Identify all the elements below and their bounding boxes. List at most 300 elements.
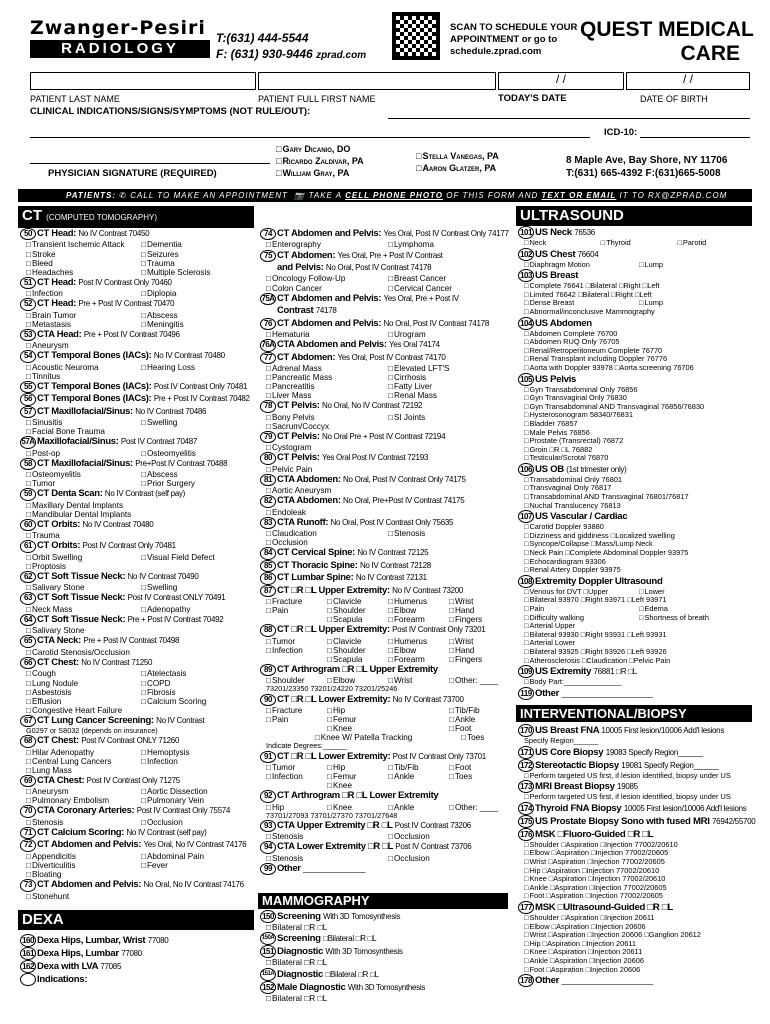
exam-number[interactable]: 79 (260, 431, 276, 443)
checkbox-option[interactable]: □ Abdomen Complete 76700 (524, 330, 754, 339)
checkbox-option[interactable]: □ Hip (327, 706, 388, 715)
checkbox-option[interactable]: □ Prior Surgery (141, 479, 256, 488)
checkbox-option[interactable]: □ Occlusion (266, 538, 510, 547)
exam-option[interactable] (518, 226, 754, 239)
checkbox-option[interactable]: □ Pancreatic Mass (266, 373, 388, 382)
exam-number[interactable]: 70 (20, 805, 36, 817)
exam-option[interactable] (260, 664, 510, 676)
exam-number[interactable]: 71 (20, 827, 36, 839)
checkbox-option[interactable]: □ Salivary Stone (26, 626, 256, 635)
exam-number[interactable]: 58 (20, 458, 36, 470)
checkbox-option[interactable]: □ Testicular/Scrotal 76870 (524, 454, 754, 463)
exam-option[interactable] (518, 815, 754, 828)
exam-number[interactable]: 94 (260, 841, 276, 853)
checkbox-option[interactable]: □ Aneurysm (26, 341, 256, 350)
exam-option[interactable] (260, 968, 510, 981)
checkbox-option[interactable]: □ Seizures (141, 250, 256, 259)
checkbox-option[interactable]: □ Bloating (26, 870, 256, 879)
checkbox-option[interactable]: □ Stenosis (26, 818, 141, 827)
exam-option[interactable] (260, 981, 510, 994)
checkbox-option[interactable]: □ Foot (449, 763, 510, 772)
exam-number[interactable]: 65 (20, 635, 36, 647)
checkbox-option[interactable]: □ Fingers (449, 615, 510, 624)
checkbox-option[interactable]: □ Hip □Aspiration □Injection 20611 (524, 940, 754, 949)
exam-number[interactable]: 150 (260, 910, 276, 923)
checkbox-option[interactable]: □ Clavicle (327, 637, 388, 646)
checkbox-option[interactable]: □ Pulmonary Embolism (26, 796, 141, 805)
checkbox-option[interactable]: □ Stenosis (388, 529, 510, 538)
exam-option[interactable] (260, 352, 510, 364)
checkbox-option[interactable]: □ Pain (266, 715, 327, 724)
checkbox-option[interactable]: □ Pulmonary Vein (141, 796, 256, 805)
exam-number[interactable]: 91 (260, 751, 276, 763)
checkbox-option[interactable]: □ Body Part:______________ (524, 678, 754, 687)
checkbox-option[interactable]: □ Dizziness and giddiness □Localized swelling (524, 532, 754, 541)
exam-number[interactable]: 151 (260, 945, 276, 958)
checkbox-option[interactable]: □ Fever (141, 861, 256, 870)
exam-option[interactable] (20, 827, 256, 839)
date-of-birth-field[interactable]: / / (626, 72, 750, 90)
exam-number[interactable]: 178 (518, 974, 534, 987)
exam-number[interactable]: 68 (20, 735, 36, 747)
checkbox-option[interactable]: □ Ankle (388, 772, 449, 781)
checkbox-option[interactable]: □ Fracture (266, 597, 327, 606)
checkbox-option[interactable]: □ Endoleak (266, 508, 510, 517)
exam-number[interactable]: 160 (20, 934, 36, 947)
checkbox-option[interactable]: □ Ankle □Aspiration □Injection 77002/20605 (524, 884, 754, 893)
checkbox-option[interactable]: □ Foot (449, 724, 510, 733)
checkbox-option[interactable]: □ Sinusitis (26, 418, 141, 427)
checkbox-option[interactable]: □ Pain (266, 606, 327, 615)
exam-number[interactable]: 83 (260, 517, 276, 529)
exam-number[interactable]: 84 (260, 547, 276, 559)
physician-signature-field[interactable] (30, 163, 270, 164)
checkbox-option[interactable]: □ Elbow (388, 606, 449, 615)
checkbox-option[interactable]: □ Echocardiogram 93306 (524, 558, 754, 567)
exam-option[interactable] (260, 585, 510, 597)
checkbox-option[interactable]: □ Renal Artery Doppler 93975 (524, 566, 754, 575)
checkbox-option[interactable]: □ Knee (327, 724, 388, 733)
exam-number[interactable]: 86 (260, 572, 276, 584)
checkbox-option[interactable]: □ Hand (449, 606, 510, 615)
checkbox-option[interactable]: □ Atelectasis (141, 669, 256, 678)
checkbox-option[interactable]: □ Abdomen RUQ Only 76705 (524, 338, 754, 347)
checkbox-option[interactable]: □ Bilateral □R □L (266, 923, 510, 932)
checkbox-option[interactable]: □ Transabdominal Only 76801 (524, 476, 754, 485)
checkbox-option[interactable]: □ Occlusion (141, 818, 256, 827)
checkbox-option[interactable]: □ Shortness of breath (639, 614, 754, 623)
checkbox-option[interactable]: □ Elbow □Aspiration □Injection 20606 (524, 923, 754, 932)
checkbox-option[interactable]: □ Enterography (266, 240, 388, 249)
checkbox-option[interactable]: □ Urogram (388, 330, 510, 339)
exam-number[interactable]: 104 (518, 317, 534, 330)
checkbox-option[interactable]: □ Infection (26, 289, 141, 298)
exam-number[interactable]: 105 (518, 373, 534, 386)
checkbox-option[interactable]: □ Renal Transplant including Doppler 76776 (524, 355, 754, 364)
exam-number[interactable]: 50 (20, 228, 36, 240)
checkbox-option[interactable]: □ Abscess (141, 470, 256, 479)
checkbox-option[interactable]: □ Knee (327, 781, 388, 790)
exam-option[interactable] (20, 571, 256, 583)
exam-option[interactable] (518, 687, 754, 700)
checkbox-option[interactable]: □ Syncope/Collapse □Mass/Lump Neck (524, 540, 754, 549)
checkbox-option[interactable]: □ Limited 76642 □Bilateral □Right □Left (524, 291, 754, 300)
exam-number[interactable]: 108 (518, 575, 534, 588)
checkbox-option[interactable]: □ Elbow (388, 646, 449, 655)
checkbox-option[interactable]: □ Fatty Liver (388, 382, 510, 391)
exam-option[interactable] (20, 381, 256, 393)
checkbox-option[interactable]: □ Other: ____ (449, 676, 510, 685)
checkbox-option[interactable]: □ Abdominal Pain (141, 852, 256, 861)
exam-number[interactable]: 175 (518, 815, 534, 828)
checkbox-option[interactable]: □ Difficulty walking (524, 614, 639, 623)
exam-number[interactable]: 62 (20, 571, 36, 583)
checkbox-option[interactable]: □ Hip (266, 803, 327, 812)
exam-number[interactable]: 75A (260, 293, 276, 305)
checkbox-option[interactable]: □ Hand (449, 646, 510, 655)
exam-number[interactable]: 55 (20, 381, 36, 393)
checkbox-option[interactable]: □ Neck (524, 239, 601, 248)
checkbox-option[interactable]: □ Visual Field Defect (141, 553, 256, 562)
checkbox-option[interactable]: □ Diplopia (141, 289, 256, 298)
checkbox-option[interactable]: □ Dense Breast (524, 299, 639, 308)
exam-number[interactable]: 54 (20, 350, 36, 362)
checkbox-option[interactable]: □ Abnormal/inconclusive Mammography (524, 308, 754, 317)
checkbox-option[interactable]: □ Elbow (327, 676, 388, 685)
exam-option[interactable] (260, 400, 510, 412)
exam-option[interactable] (20, 775, 256, 787)
exam-number[interactable]: 63 (20, 592, 36, 604)
checkbox-option[interactable]: □ Atherosclerosis □Claudication □Pelvic Pain (524, 657, 754, 666)
checkbox-option[interactable]: □ Swelling (141, 418, 256, 427)
checkbox-option[interactable]: □ Hip □Aspiration □Injection 77002/20610 (524, 867, 754, 876)
exam-number[interactable]: 151A (260, 968, 276, 981)
checkbox-option[interactable]: □ Lung Nodule (26, 679, 141, 688)
exam-option[interactable] (260, 228, 510, 240)
exam-option[interactable] (20, 934, 256, 947)
physician-option[interactable]: □ William Gray, PA (276, 167, 364, 179)
exam-number[interactable]: 64 (20, 614, 36, 626)
exam-option[interactable] (518, 746, 754, 759)
exam-number[interactable]: 150A (260, 932, 276, 945)
exam-option[interactable] (20, 298, 256, 310)
exam-option[interactable] (20, 839, 256, 851)
exam-number[interactable]: 56 (20, 393, 36, 405)
exam-option[interactable] (260, 431, 510, 443)
checkbox-option[interactable]: □ Foot □Aspiration □Injection 20606 (524, 966, 754, 975)
checkbox-option[interactable]: □ Shoulder (327, 606, 388, 615)
exam-option[interactable] (260, 751, 510, 763)
checkbox-option[interactable]: □ Shoulder (327, 646, 388, 655)
checkbox-option[interactable]: □ Pancreatitis (266, 382, 388, 391)
checkbox-option[interactable]: □ Breast Cancer (388, 274, 510, 283)
checkbox-option[interactable]: □ Perform targeted US first, if lesion identified, biopsy under US (524, 772, 754, 781)
checkbox-option[interactable]: □ Colon Cancer (266, 284, 388, 293)
exam-number[interactable]: 60 (20, 519, 36, 531)
exam-option[interactable] (20, 393, 256, 405)
exam-number[interactable]: 53 (20, 329, 36, 341)
checkbox-option[interactable]: □ Multiple Sclerosis (141, 268, 256, 277)
checkbox-option[interactable]: □ Edema (639, 605, 754, 614)
checkbox-option[interactable]: □ Nuchal Translucency 76813 (524, 502, 754, 511)
exam-number[interactable]: 80 (260, 452, 276, 464)
checkbox-option[interactable]: □ Central Lung Cancers (26, 757, 141, 766)
exam-option[interactable] (518, 974, 754, 987)
checkbox-option[interactable]: □ Adrenal Mass (266, 364, 388, 373)
exam-option[interactable] (260, 560, 510, 572)
physician-option[interactable]: □ Stella Vanegas, PA (416, 150, 499, 162)
checkbox-option[interactable]: □ Hip (327, 763, 388, 772)
exam-option[interactable] (20, 228, 256, 240)
checkbox-option[interactable]: □ Parotid (677, 239, 754, 248)
exam-option[interactable] (518, 575, 754, 588)
checkbox-option[interactable]: □ Salivary Stone (26, 583, 141, 592)
checkbox-option[interactable]: □ Aortic Dissection (141, 787, 256, 796)
checkbox-option[interactable]: □ Transabdominal AND Transvaginal 76801/76817 (524, 493, 754, 502)
exam-number[interactable] (20, 973, 36, 986)
checkbox-option[interactable]: □ Occlusion (388, 854, 510, 863)
checkbox-option[interactable]: □ Tumor (26, 479, 141, 488)
checkbox-option[interactable]: □ Cirrhosis (388, 373, 510, 382)
checkbox-option[interactable]: □ Knee W/ Patella Tracking (315, 733, 413, 742)
checkbox-option[interactable]: □ Dementia (141, 240, 256, 249)
checkbox-option[interactable]: □ Fibrosis (141, 688, 256, 697)
checkbox-option[interactable]: □ Infection (141, 757, 256, 766)
checkbox-option[interactable]: □ Asbestosis (26, 688, 141, 697)
checkbox-option[interactable]: □ Humerus (388, 597, 449, 606)
checkbox-option[interactable]: □ Thyroid (601, 239, 678, 248)
checkbox-option[interactable]: □ Tib/Fib (388, 763, 449, 772)
exam-number[interactable]: 103 (518, 269, 534, 282)
checkbox-option[interactable]: □ Gyn Transabdominal Only 76856 (524, 386, 754, 395)
exam-number[interactable]: 174 (518, 802, 534, 815)
exam-option[interactable] (260, 841, 510, 853)
checkbox-option[interactable]: □ Wrist (449, 637, 510, 646)
exam-option[interactable] (20, 657, 256, 669)
checkbox-option[interactable]: □ Liver Mass (266, 391, 388, 400)
physician-option[interactable]: □ Gary Dicanio, DO (276, 143, 364, 155)
exam-option[interactable] (260, 572, 510, 584)
checkbox-option[interactable]: □ Prostate (Transrectal) 76872 (524, 437, 754, 446)
exam-number[interactable]: 73 (20, 879, 36, 891)
checkbox-option[interactable]: □ Tumor (266, 763, 327, 772)
checkbox-option[interactable]: □ SI Joints (388, 413, 510, 422)
checkbox-option[interactable]: □ Calcium Scoring (141, 697, 256, 706)
checkbox-option[interactable]: □ Aortic Aneurysm (266, 486, 510, 495)
exam-option[interactable] (260, 932, 510, 945)
exam-number[interactable]: 52 (20, 298, 36, 310)
exam-number[interactable]: 78 (260, 400, 276, 412)
checkbox-option[interactable]: □ Knee □Aspiration □Injection 77002/20610 (524, 875, 754, 884)
exam-option[interactable] (20, 879, 256, 891)
exam-number[interactable]: 77 (260, 352, 276, 364)
exam-option[interactable] (20, 519, 256, 531)
exam-option[interactable] (518, 901, 754, 914)
checkbox-option[interactable]: □ Fracture (266, 706, 327, 715)
checkbox-option[interactable]: □ Carotid Doppler 93880 (524, 523, 754, 532)
exam-option[interactable] (20, 947, 256, 960)
checkbox-option[interactable]: □ Hilar Adenopathy (26, 748, 141, 757)
exam-option[interactable] (20, 735, 256, 747)
patient-last-name-field[interactable] (30, 72, 256, 90)
icd-field[interactable] (640, 137, 750, 138)
checkbox-option[interactable]: □ Elbow □Aspiration □Injection 77002/20605 (524, 849, 754, 858)
checkbox-option[interactable]: □ Metastasis (26, 320, 141, 329)
checkbox-option[interactable]: □ Meningitis (141, 320, 256, 329)
checkbox-option[interactable]: □ Elevated LFT'S (388, 364, 510, 373)
checkbox-option[interactable]: □ Femur (327, 772, 388, 781)
exam-number[interactable]: 57A (20, 436, 36, 448)
checkbox-option[interactable]: □ Trauma (26, 531, 256, 540)
checkbox-option[interactable]: □ Bleed (26, 259, 141, 268)
checkbox-option[interactable]: □ Acoustic Neuroma (26, 363, 141, 372)
exam-option[interactable] (518, 759, 754, 772)
checkbox-option[interactable]: □ Congestive Heart Failure (26, 706, 256, 715)
exam-option[interactable] (518, 248, 754, 261)
clinical-indications-line[interactable] (388, 118, 750, 119)
checkbox-option[interactable]: □ Knee (327, 803, 388, 812)
checkbox-option[interactable]: □ Sacrum/Coccyx (266, 422, 510, 431)
exam-option[interactable] (260, 452, 510, 464)
checkbox-option[interactable]: □ Mandibular Dental Implants (26, 510, 256, 519)
exam-option[interactable] (260, 250, 510, 262)
exam-number[interactable]: 92 (260, 790, 276, 802)
checkbox-option[interactable]: □ Male Pelvis 76856 (524, 429, 754, 438)
physician-option[interactable]: □ Ricardo Zaldivar, PA (276, 155, 364, 167)
checkbox-option[interactable]: □ Toes (449, 772, 510, 781)
checkbox-option[interactable]: □ Ankle (449, 715, 510, 724)
checkbox-option[interactable]: □ Neck Mass (26, 605, 141, 614)
checkbox-option[interactable]: □ Scapula (327, 655, 388, 664)
exam-option[interactable] (260, 694, 510, 706)
checkbox-option[interactable]: □ Perform targeted US first, if lesion identified, biopsy under US (524, 793, 754, 802)
exam-number[interactable]: 72 (20, 839, 36, 851)
checkbox-option[interactable]: □ Hemoptysis (141, 748, 256, 757)
checkbox-option[interactable]: □ Facial Bone Trauma (26, 427, 256, 436)
checkbox-option[interactable]: □ Scapula (327, 615, 388, 624)
exam-option[interactable] (20, 614, 256, 626)
checkbox-option[interactable]: □ Groin □R □L 76882 (524, 446, 754, 455)
checkbox-option[interactable]: □ Clavicle (327, 597, 388, 606)
checkbox-option[interactable]: □ Other: ____ (449, 803, 510, 812)
exam-option[interactable] (260, 495, 510, 507)
exam-number[interactable]: 99 (260, 863, 276, 875)
checkbox-option[interactable]: □ Pain (524, 605, 639, 614)
checkbox-option[interactable]: □ Tumor (266, 637, 327, 646)
exam-option[interactable] (518, 317, 754, 330)
exam-number[interactable]: 76 (260, 318, 276, 330)
checkbox-option[interactable]: □ Stenosis (266, 832, 388, 841)
checkbox-option[interactable]: □ Swelling (141, 583, 256, 592)
checkbox-option[interactable]: □ Diaphragm Motion (524, 261, 639, 270)
checkbox-option[interactable]: □ Lower (639, 588, 754, 597)
checkbox-option[interactable]: □ Gyn Transvaginal Only 76830 (524, 394, 754, 403)
exam-number[interactable]: 173 (518, 780, 534, 793)
checkbox-option[interactable]: □ Stonehunt (26, 892, 256, 901)
checkbox-option[interactable]: □ Venous for DVT □Upper (524, 588, 639, 597)
checkbox-option[interactable]: □ Aorta with Doppler 93978 □Aorta screening 76706 (524, 364, 754, 373)
exam-option[interactable] (260, 474, 510, 486)
checkbox-option[interactable]: □ Oncology Follow-Up (266, 274, 388, 283)
checkbox-option[interactable]: □ Headaches (26, 268, 141, 277)
exam-number[interactable]: 75 (260, 250, 276, 262)
checkbox-option[interactable]: □ Humerus (388, 637, 449, 646)
checkbox-option[interactable]: □ Cough (26, 669, 141, 678)
checkbox-option[interactable]: □ Trauma (141, 259, 256, 268)
exam-number[interactable]: 74 (260, 228, 276, 240)
checkbox-option[interactable]: □ Diverticulitis (26, 861, 141, 870)
checkbox-option[interactable]: □ Arterial Upper (524, 622, 754, 631)
exam-number[interactable]: 88 (260, 624, 276, 636)
exam-number[interactable]: 61 (20, 540, 36, 552)
checkbox-option[interactable]: □ Post-op (26, 449, 141, 458)
exam-option[interactable] (260, 318, 510, 330)
exam-number[interactable]: 107 (518, 510, 534, 523)
exam-number[interactable]: 170 (518, 724, 534, 737)
checkbox-option[interactable]: □ Osteomyelitis (26, 470, 141, 479)
checkbox-option[interactable]: □ Lymphoma (388, 240, 510, 249)
checkbox-option[interactable]: □ Lump (639, 261, 754, 270)
exam-option[interactable] (518, 463, 754, 476)
checkbox-option[interactable]: □ Hysterosonogram 58340/76831 (524, 411, 754, 420)
checkbox-option[interactable]: □ Bladder 76857 (524, 420, 754, 429)
exam-option[interactable] (20, 350, 256, 362)
checkbox-option[interactable]: □ Transient Ischemic Attack (26, 240, 141, 249)
exam-option[interactable] (260, 820, 510, 832)
checkbox-option[interactable]: □ Occlusion (388, 832, 510, 841)
exam-option[interactable] (20, 540, 256, 552)
checkbox-option[interactable]: □ Claudication (266, 529, 388, 538)
checkbox-option[interactable]: □ Bilateral □R □L (266, 994, 510, 1003)
checkbox-option[interactable]: □ Neck Pain □Complete Abdominal Doppler 93975 (524, 549, 754, 558)
checkbox-option[interactable]: □ Bilateral 93970 □Right 93971 □Left 93971 (524, 596, 754, 605)
exam-option[interactable] (20, 458, 256, 470)
checkbox-option[interactable]: □ Forearm (388, 615, 449, 624)
exam-option[interactable] (20, 277, 256, 289)
checkbox-option[interactable]: □ Pelvic Pain (266, 465, 510, 474)
exam-option[interactable] (260, 790, 510, 802)
checkbox-option[interactable]: □ Effusion (26, 697, 141, 706)
exam-number[interactable]: 102 (518, 248, 534, 261)
schedule-link[interactable]: schedule.zprad.com (450, 46, 542, 57)
exam-number[interactable]: 101 (518, 226, 534, 239)
checkbox-option[interactable]: □ Shoulder □Aspiration □Injection 20611 (524, 914, 754, 923)
checkbox-option[interactable]: □ Orbit Swelling (26, 553, 141, 562)
checkbox-option[interactable]: □ Infection (266, 772, 327, 781)
exam-number[interactable]: 176 (518, 828, 534, 841)
checkbox-option[interactable]: □ Wrist □Aspiration □Injection 20606 □Ganglion 20612 (524, 931, 754, 940)
checkbox-option[interactable]: □ Infection (266, 646, 327, 655)
checkbox-option[interactable]: □ Bilateral 93925 □Right 93926 □Left 93926 (524, 648, 754, 657)
checkbox-option[interactable]: □ Forearm (388, 655, 449, 664)
checkbox-option[interactable]: □ Ankle (388, 803, 449, 812)
checkbox-option[interactable]: □ Lump (639, 299, 754, 308)
checkbox-option[interactable]: □ Fingers (449, 655, 510, 664)
exam-number[interactable]: 87 (260, 585, 276, 597)
exam-option[interactable] (20, 805, 256, 817)
exam-number[interactable]: 171 (518, 746, 534, 759)
exam-option[interactable] (518, 802, 754, 815)
exam-number[interactable]: 106 (518, 463, 534, 476)
checkbox-option[interactable]: □ Arterial Lower (524, 639, 754, 648)
checkbox-option[interactable]: □ Appendicitis (26, 852, 141, 861)
exam-option[interactable] (260, 517, 510, 529)
checkbox-option[interactable]: □ Complete 76641 □Bilateral □Right □Left (524, 282, 754, 291)
exam-option[interactable] (260, 262, 510, 274)
checkbox-option[interactable]: □ Renal Mass (388, 391, 510, 400)
clinical-indications-line-2[interactable] (30, 137, 590, 138)
checkbox-option[interactable]: □ Shoulder (266, 676, 327, 685)
